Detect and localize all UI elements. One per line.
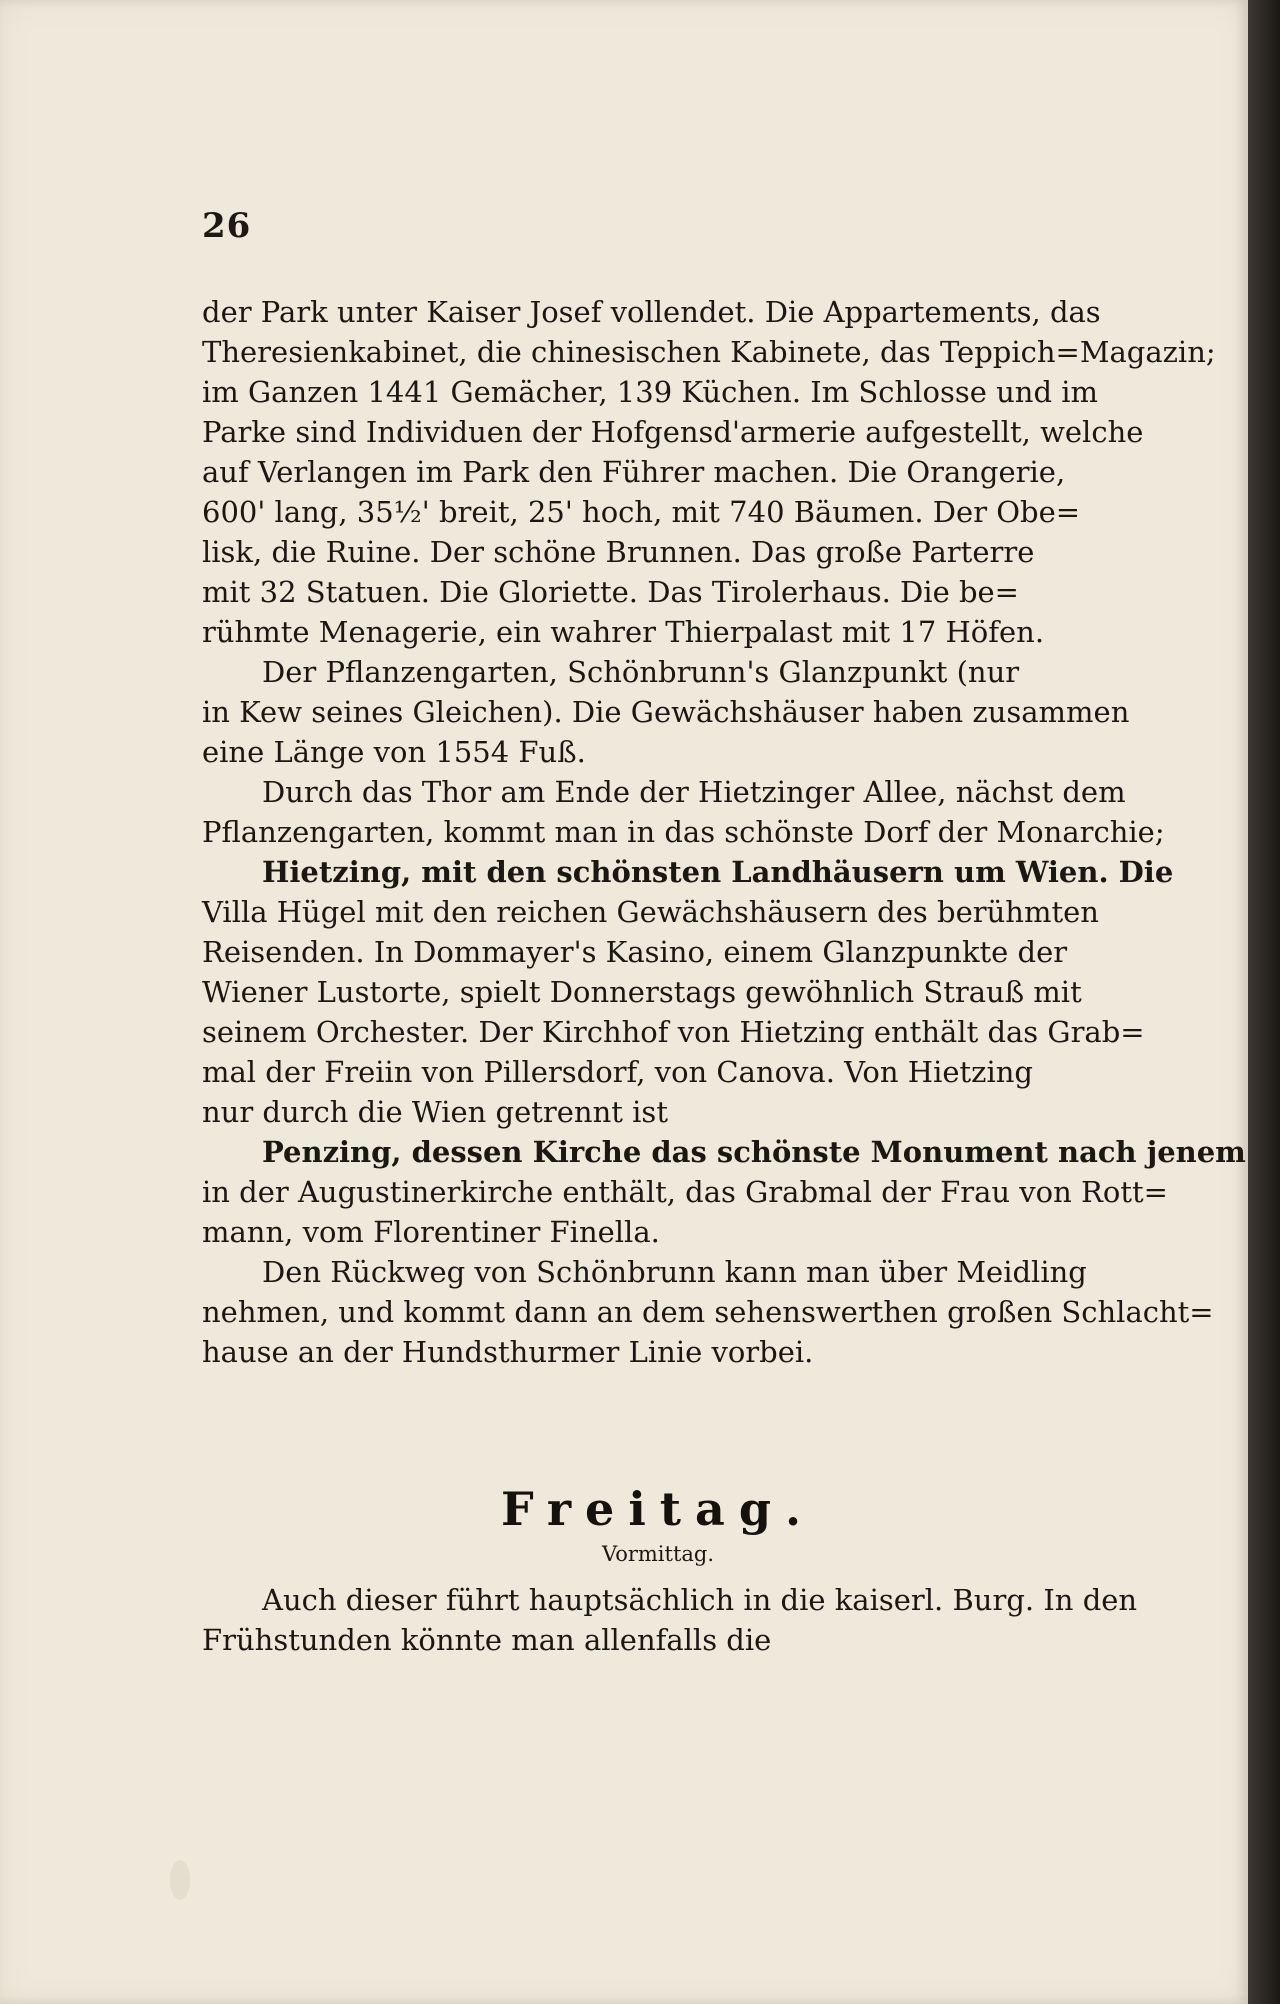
section-text [202, 1580, 1138, 1660]
paper-stain [170, 1860, 190, 1900]
text-line: eine Länge von 1554 Fuß. [202, 735, 586, 769]
text-line: nehmen, und kommt dann an dem sehenswerthen großen Schlacht= [202, 1295, 1214, 1329]
text-line: Parke sind Individuen der Hofgensd'armerie aufgestellt, welche [202, 415, 1144, 449]
text-line: mit 32 Statuen. Die Gloriette. Das Tirolerhaus. Die be= [202, 575, 1019, 609]
text-line: Penzing, dessen Kirche das schönste Monument nach jenem [262, 1135, 1246, 1169]
page-number: 26 [202, 206, 252, 246]
text-line: 600' lang, 35½' breit, 25' hoch, mit 740 Bäumen. Der Obe= [202, 495, 1081, 529]
text-line: auf Verlangen im Park den Führer machen. Die Orangerie, [202, 455, 1066, 489]
text-line: in Kew seines Gleichen). Die Gewächshäuser haben zusammen [202, 695, 1130, 729]
text-line: Pflanzengarten, kommt man in das schönste Dorf der Monarchie; [202, 815, 1165, 849]
text-line: im Ganzen 1441 Gemächer, 139 Küchen. Im Schlosse und im [202, 375, 1099, 409]
text-line: mann, vom Florentiner Finella. [202, 1215, 660, 1249]
text-line: hause an der Hundsthurmer Linie vorbei. [202, 1335, 814, 1369]
section-heading: Freitag. [500, 1482, 816, 1536]
text-line: Der Pflanzengarten, Schönbrunn's Glanzpunkt (nur [262, 655, 1020, 689]
text-line: in der Augustinerkirche enthält, das Grabmal der Frau von Rott= [202, 1175, 1168, 1209]
text-line: Durch das Thor am Ende der Hietzinger Allee, nächst dem [262, 775, 1126, 809]
text-line: Theresienkabinet, die chinesischen Kabinete, das Teppich=Magazin; [202, 335, 1216, 369]
text-line: mal der Freiin von Pillersdorf, von Canova. Von Hietzing [202, 1055, 1033, 1089]
text-line: nur durch die Wien getrennt ist [202, 1095, 668, 1129]
text-line: der Park unter Kaiser Josef vollendet. Die Appartements, das [202, 295, 1101, 329]
section-subheading: Vormittag. [601, 1542, 715, 1566]
text-line: Reisenden. In Dommayer's Kasino, einem Glanzpunkte der [202, 935, 1068, 969]
book-gutter [1248, 0, 1280, 2004]
text-line: Hietzing, mit den schönsten Landhäusern um Wien. Die [262, 855, 1174, 889]
text-line: Den Rückweg von Schönbrunn kann man über Meidling [262, 1255, 1087, 1289]
text-line: Auch dieser führt hauptsächlich in die kaiserl. Burg. In den [262, 1583, 1138, 1617]
text-line: lisk, die Ruine. Der schöne Brunnen. Das große Parterre [202, 535, 1035, 569]
text-line: rühmte Menagerie, ein wahrer Thierpalast mit 17 Höfen. [202, 615, 1045, 649]
text-line: Frühstunden könnte man allenfalls die [202, 1623, 772, 1657]
text-line: seinem Orchester. Der Kirchhof von Hietzing enthält das Grab= [202, 1015, 1145, 1049]
text-line: Wiener Lustorte, spielt Donnerstags gewöhnlich Strauß mit [202, 975, 1082, 1009]
body-text [202, 292, 1246, 1372]
text-line: Villa Hügel mit den reichen Gewächshäusern des berühmten [202, 895, 1099, 929]
